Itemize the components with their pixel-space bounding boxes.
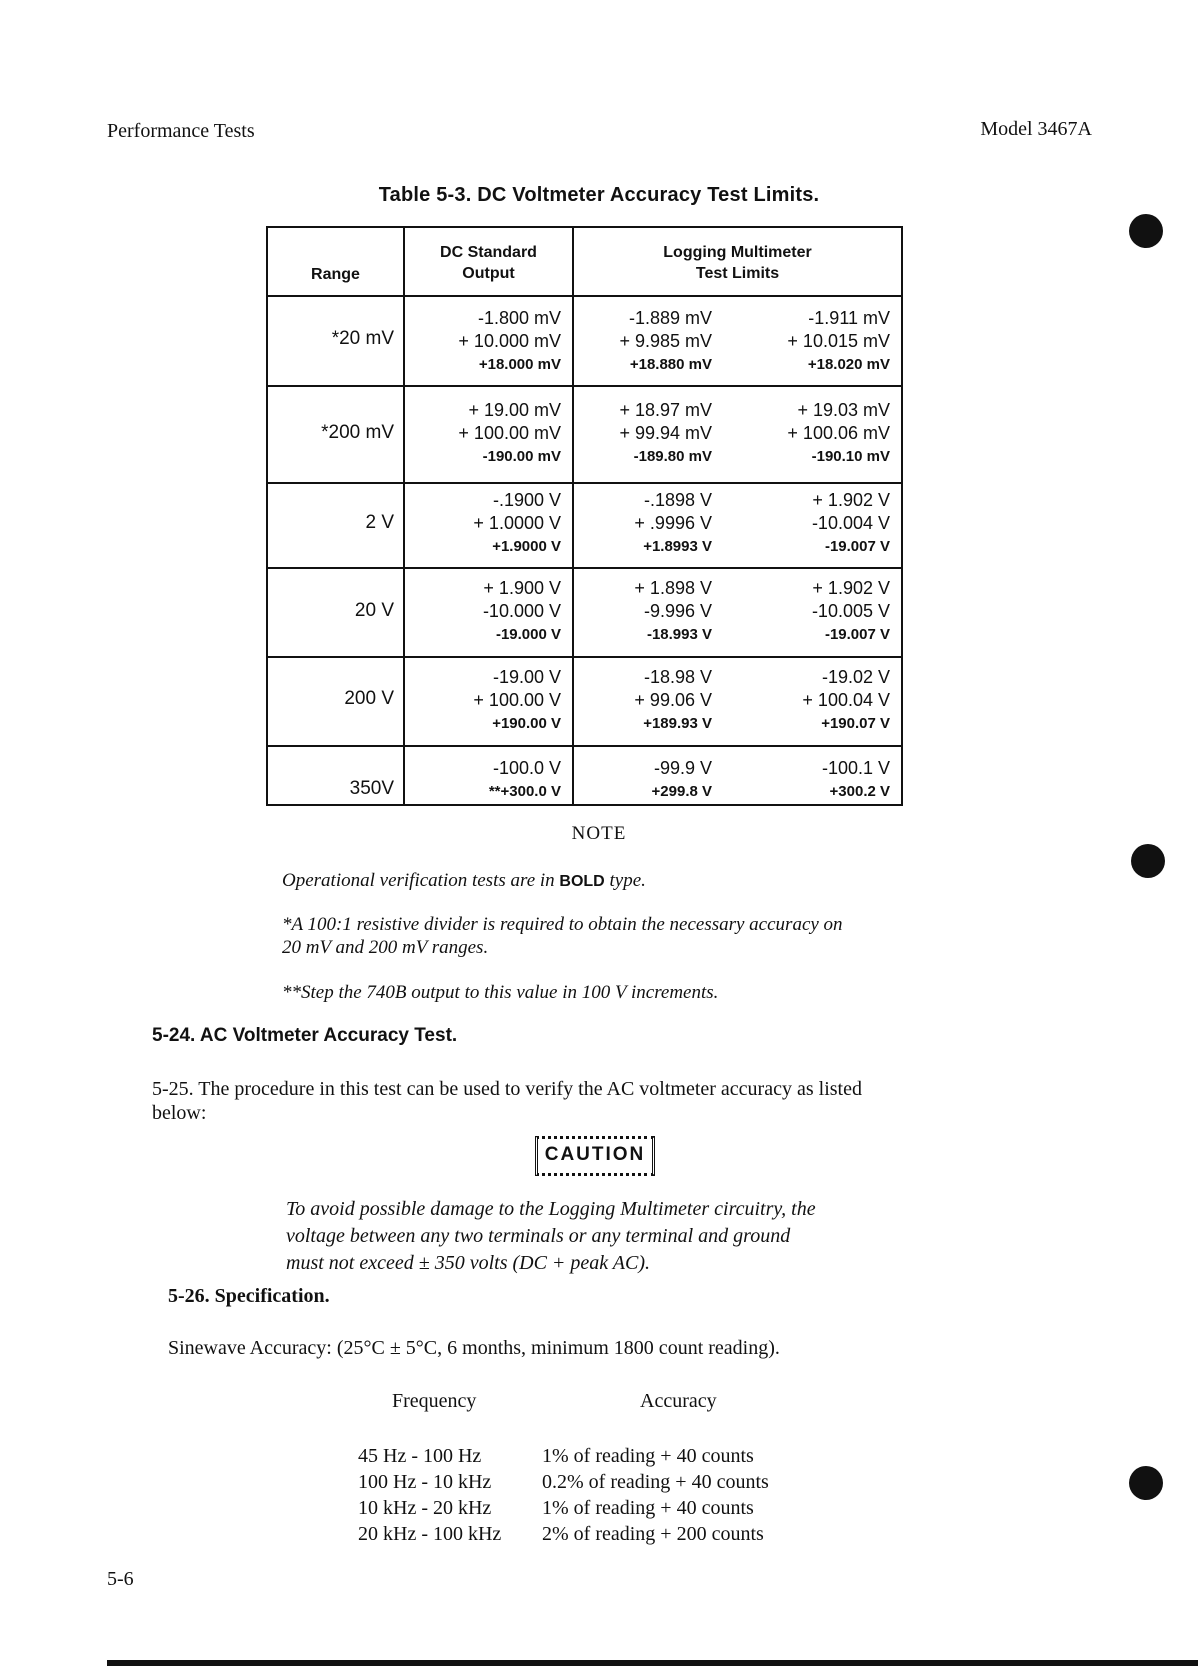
output-value: -.1900 V — [492, 490, 561, 510]
table-divider — [268, 656, 901, 658]
limit-low-cell — [574, 577, 712, 646]
limit-value: + 1.898 V — [634, 578, 712, 598]
caution-line: To avoid possible damage to the Logging Multimeter circuitry, the — [286, 1198, 816, 1220]
standard-output-cell — [405, 489, 561, 558]
spec-accuracy: 1% of reading + 40 counts — [542, 1445, 754, 1467]
column-header-limits-line2: Test Limits — [695, 265, 780, 282]
running-header-left: Performance Tests — [107, 120, 255, 142]
table-divider — [268, 482, 901, 484]
limit-value: -19.007 V — [824, 626, 890, 643]
output-value: -1.800 mV — [477, 308, 561, 328]
limit-value: + 99.06 V — [634, 690, 712, 710]
spec-freq: 45 Hz - 100 Hz — [358, 1445, 482, 1467]
limit-low-cell — [574, 399, 712, 468]
spec-accuracy: 0.2% of reading + 40 counts — [542, 1471, 769, 1493]
limit-high-cell — [718, 307, 890, 376]
limit-high-cell — [718, 489, 890, 558]
limit-value: +190.07 V — [821, 715, 890, 732]
paragraph-text: 5-25. The procedure in this test can be used to verify the AC voltmeter accuracy as listed — [152, 1078, 862, 1100]
output-value: -190.00 mV — [482, 448, 561, 465]
note-bold-word: BOLD — [559, 873, 605, 890]
section-heading-5-24: 5-24. AC Voltmeter Accuracy Test. — [152, 1025, 458, 1046]
output-value: -19.00 V — [492, 667, 561, 687]
page-number: 5-6 — [107, 1568, 134, 1590]
standard-output-cell — [405, 577, 561, 646]
limit-value: -189.80 mV — [633, 448, 712, 465]
output-value: + 10.000 mV — [458, 331, 561, 351]
range-cell: 350V — [349, 778, 394, 799]
standard-output-cell — [405, 666, 561, 735]
spec-header-accuracy: Accuracy — [640, 1390, 717, 1412]
limit-value: -100.1 V — [821, 758, 890, 778]
output-value: **+300.0 V — [488, 783, 561, 800]
limit-value: +18.880 mV — [629, 356, 712, 373]
limit-high-cell — [718, 757, 890, 803]
limit-high-cell — [718, 399, 890, 468]
caution-label: CAUTION — [535, 1136, 655, 1176]
limit-high-cell — [718, 666, 890, 735]
output-value: -10.000 V — [482, 601, 561, 621]
sinewave-accuracy: Sinewave Accuracy: (25°C ± 5°C, 6 months, minimum 1800 count reading). — [168, 1337, 780, 1359]
output-value: +18.000 mV — [478, 356, 561, 373]
spec-header-frequency: Frequency — [392, 1390, 477, 1412]
table-title: Table 5-3. DC Voltmeter Accuracy Test Limits. — [378, 184, 820, 206]
range-cell: 2 V — [365, 512, 394, 533]
spec-accuracy: 2% of reading + 200 counts — [542, 1523, 764, 1545]
limit-value: + 10.015 mV — [787, 331, 890, 351]
column-header-standard-line1: DC Standard — [440, 244, 537, 261]
paragraph-text: below: — [152, 1102, 207, 1124]
note-text: *A 100:1 resistive divider is required to obtain the necessary accuracy on — [282, 914, 843, 935]
output-value: + 100.00 V — [473, 690, 561, 710]
table-divider — [268, 745, 901, 747]
limit-value: +300.2 V — [829, 783, 890, 800]
running-header-right: Model 3467A — [980, 118, 1092, 140]
note-heading: NOTE — [571, 823, 627, 844]
note-text: Operational verification tests are in — [282, 870, 555, 891]
range-cell: 200 V — [344, 688, 394, 709]
limit-value: + 1.902 V — [812, 578, 890, 598]
limit-value: -1.911 mV — [808, 308, 890, 328]
spec-freq: 20 kHz - 100 kHz — [358, 1523, 502, 1545]
limit-value: + 99.94 mV — [619, 423, 712, 443]
limit-value: + 9.985 mV — [619, 331, 712, 351]
limit-value: -.1898 V — [643, 490, 712, 510]
limit-value: -190.10 mV — [811, 448, 890, 465]
limit-value: -1.889 mV — [628, 308, 712, 328]
output-value: + 1.0000 V — [473, 513, 561, 533]
limit-value: + 19.03 mV — [797, 400, 890, 420]
limit-high-cell — [718, 577, 890, 646]
limit-value: -10.004 V — [811, 513, 890, 533]
output-value: +1.9000 V — [492, 538, 561, 555]
limit-value: +18.020 mV — [807, 356, 890, 373]
punch-hole-icon — [1129, 1466, 1163, 1500]
limit-value: + 18.97 mV — [619, 400, 712, 420]
punch-hole-icon — [1129, 214, 1163, 248]
limit-low-cell — [574, 307, 712, 376]
limit-value: -99.9 V — [653, 758, 712, 778]
limit-value: + .9996 V — [634, 513, 712, 533]
note-line-divider — [282, 913, 843, 959]
caution-line: must not exceed ± 350 volts (DC + peak AC). — [286, 1252, 651, 1274]
scan-edge-bar — [107, 1660, 1198, 1666]
output-value: -100.0 V — [492, 758, 561, 778]
limit-value: + 1.902 V — [812, 490, 890, 510]
punch-hole-icon — [1131, 844, 1165, 878]
note-text: 20 mV and 200 mV ranges. — [282, 937, 489, 958]
limit-low-cell — [574, 489, 712, 558]
limit-value: -19.007 V — [824, 538, 890, 555]
spec-accuracy: 1% of reading + 40 counts — [542, 1497, 754, 1519]
table-divider — [268, 295, 901, 297]
limit-value: + 100.06 mV — [787, 423, 890, 443]
spec-freq: 10 kHz - 20 kHz — [358, 1497, 492, 1519]
limit-value: -18.98 V — [643, 667, 712, 687]
caution-text — [286, 1196, 816, 1277]
table-divider — [268, 567, 901, 569]
dc-accuracy-table — [266, 226, 903, 806]
standard-output-cell — [405, 757, 561, 803]
standard-output-cell — [405, 399, 561, 468]
spec-freq: 100 Hz - 10 kHz — [358, 1471, 492, 1493]
section-heading-5-26: 5-26. Specification. — [168, 1285, 330, 1307]
output-value: + 19.00 mV — [468, 400, 561, 420]
paragraph-5-25 — [152, 1077, 1032, 1125]
note-line-bold-type — [282, 870, 646, 892]
column-header-standard — [405, 242, 572, 284]
spec-freq-column — [358, 1443, 501, 1547]
standard-output-cell — [405, 307, 561, 376]
column-header-limits-line1: Logging Multimeter — [663, 244, 812, 261]
caution-line: voltage between any two terminals or any terminal and ground — [286, 1225, 791, 1247]
range-cell: 20 V — [354, 600, 394, 621]
column-header-range: Range — [311, 266, 360, 283]
note-text: type. — [609, 870, 646, 891]
limit-value: -18.993 V — [646, 626, 712, 643]
limit-value: -9.996 V — [643, 601, 712, 621]
table-divider — [268, 385, 901, 387]
limit-value: + 100.04 V — [802, 690, 890, 710]
limit-low-cell — [574, 666, 712, 735]
column-header-standard-line2: Output — [462, 265, 515, 282]
limit-low-cell — [574, 757, 712, 803]
column-header-limits — [574, 242, 901, 284]
output-value: +190.00 V — [492, 715, 561, 732]
limit-value: +189.93 V — [643, 715, 712, 732]
range-cell: *20 mV — [331, 328, 394, 349]
output-value: + 1.900 V — [483, 578, 561, 598]
note-line-step: **Step the 740B output to this value in 100 V increments. — [282, 982, 719, 1003]
output-value: + 100.00 mV — [458, 423, 561, 443]
limit-value: -19.02 V — [821, 667, 890, 687]
output-value: -19.000 V — [495, 626, 561, 643]
range-cell: *200 mV — [321, 422, 394, 443]
spec-accuracy-column — [542, 1443, 769, 1547]
limit-value: -10.005 V — [811, 601, 890, 621]
limit-value: +299.8 V — [651, 783, 712, 800]
limit-value: +1.8993 V — [643, 538, 712, 555]
